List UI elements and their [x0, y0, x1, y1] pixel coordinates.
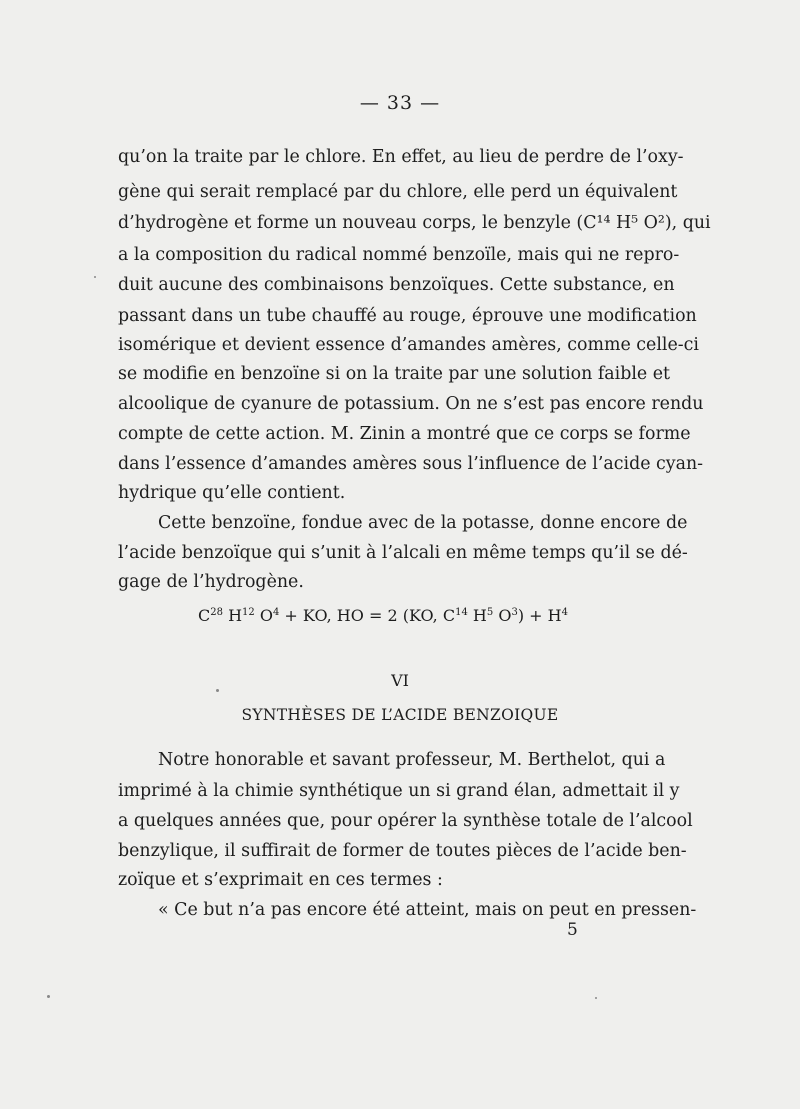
- text-line: zoïque et s’exprimait en ces termes :: [118, 870, 443, 890]
- paper-speck: [595, 997, 597, 999]
- text-line: Cette benzoïne, fondue avec de la potasse, donne encore de: [158, 513, 688, 533]
- text-line: l’acide benzoïque qui s’unit à l’alcali en même temps qu’il se dé-: [118, 543, 688, 563]
- text-line: hydrique qu’elle contient.: [118, 483, 346, 503]
- text-line: gage de l’hydrogène.: [118, 572, 304, 592]
- text-line: duit aucune des combinaisons benzoïques. Cette substance, en: [118, 275, 675, 295]
- text-line: imprimé à la chimie synthétique un si grand élan, admettait il y: [118, 781, 680, 801]
- chemical-equation: $C^{28}$ $H^{12}$ $O^4$ + KO, HO = 2 (KO, $C^{14}$ $H^5$ $O^3) + H^4$: [198, 606, 568, 625]
- text-line: gène qui serait remplacé par du chlore, elle perd un équivalent: [118, 182, 678, 202]
- section-number: VI: [391, 671, 409, 690]
- text-line: Notre honorable et savant professeur, M. Berthelot, qui a: [158, 750, 666, 770]
- text-line: dans l’essence d’amandes amères sous l’influence de l’acide cyan-: [118, 454, 704, 474]
- text-line: a quelques années que, pour opérer la synthèse totale de l’alcool: [118, 811, 693, 831]
- paper-speck: [94, 276, 96, 278]
- text-line: « Ce but n’a pas encore été atteint, mais on peut en pressen-: [158, 900, 697, 920]
- text-line: d’hydrogène et forme un nouveau corps, le benzyle (C¹⁴ H⁵ O²), qui: [118, 213, 711, 233]
- paper-speck: [216, 689, 219, 692]
- text-line: benzylique, il suffirait de former de toutes pièces de l’acide ben-: [118, 841, 687, 861]
- text-line: qu’on la traite par le chlore. En effet, au lieu de perdre de l’oxy-: [118, 147, 684, 167]
- text-line: passant dans un tube chauffé au rouge, éprouve une modification: [118, 306, 697, 326]
- page-number: — 33 —: [359, 92, 441, 114]
- text-line: a la composition du radical nommé benzoïle, mais qui ne repro-: [118, 245, 680, 265]
- text-line: isomérique et devient essence d’amandes amères, comme celle-ci: [118, 335, 699, 355]
- signature-mark: 5: [567, 920, 578, 940]
- text-line: compte de cette action. M. Zinin a montré que ce corps se forme: [118, 424, 691, 444]
- paper-speck: [47, 995, 50, 998]
- text-line: alcoolique de cyanure de potassium. On ne s’est pas encore rendu: [118, 394, 704, 414]
- text-line: se modifie en benzoïne si on la traite par une solution faible et: [118, 364, 671, 384]
- section-title: SYNTHÈSES DE L’ACIDE BENZOIQUE: [241, 706, 559, 724]
